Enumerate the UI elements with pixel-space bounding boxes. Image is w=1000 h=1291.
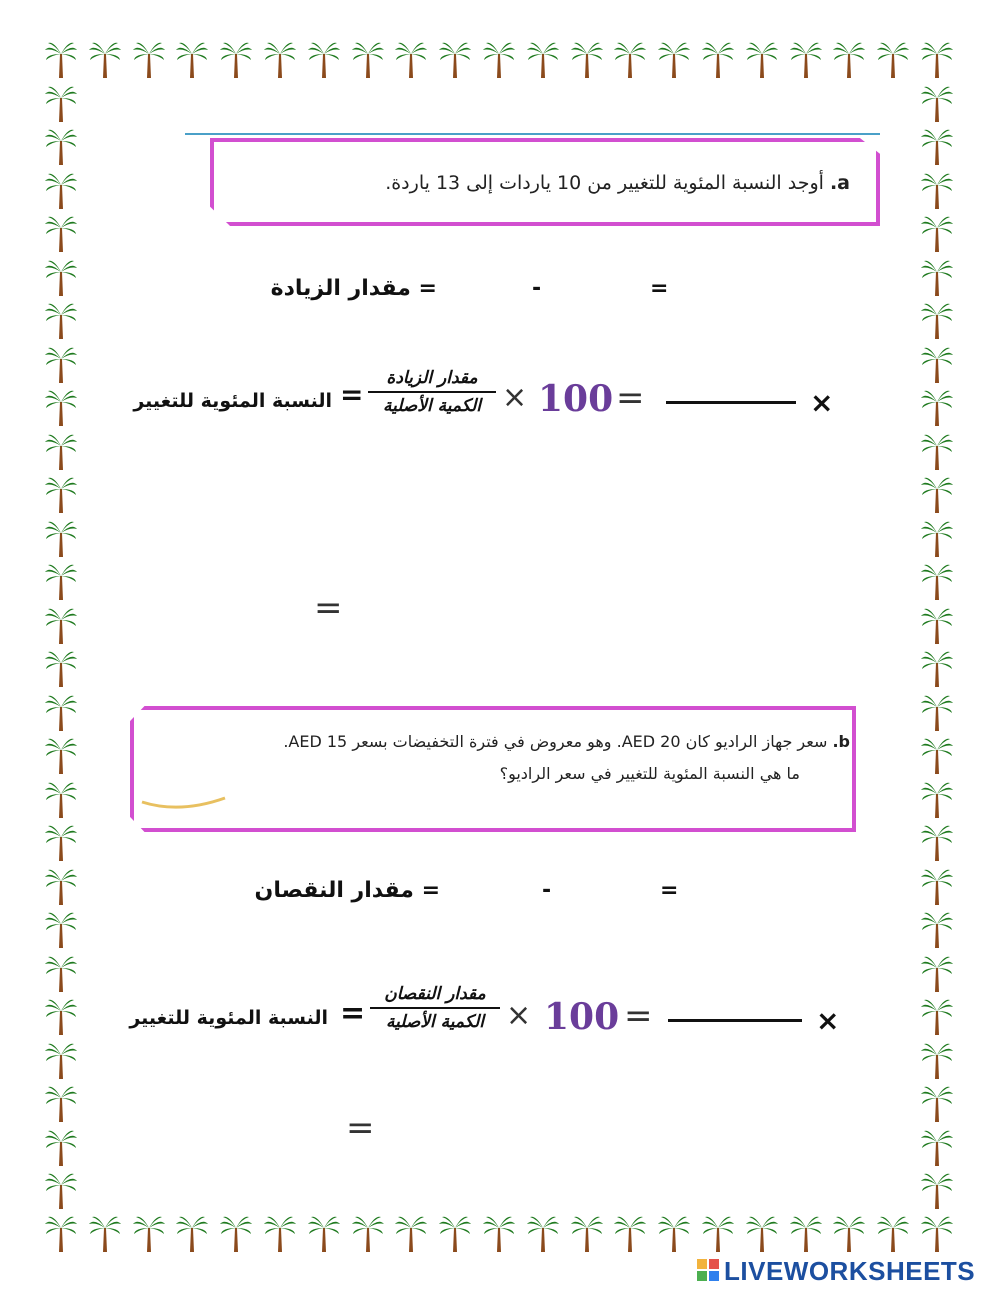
- fraction-b: [370, 984, 500, 1032]
- palm-tree-icon: [920, 649, 954, 689]
- palm-tree-icon: [44, 736, 78, 776]
- percent-change-label-a: النسبة المئوية للتغيير: [133, 390, 332, 412]
- palm-tree-icon: [44, 301, 78, 341]
- fraction-b-denominator: الكمية الأصلية: [385, 1012, 484, 1032]
- palm-tree-icon: [920, 693, 954, 733]
- palm-tree-icon: [44, 1084, 78, 1124]
- question-a-body: أوجد النسبة المئوية للتغيير من 10 ياردات إلى 13 ياردة.: [385, 172, 824, 194]
- palm-tree-icon: [920, 214, 954, 254]
- palm-tree-icon: [876, 1214, 910, 1254]
- fraction-a-denominator: الكمية الأصلية: [382, 396, 481, 416]
- hundred-a: 100: [538, 378, 614, 420]
- palm-tree-icon: [920, 954, 954, 994]
- fraction-b-numerator: مقدار النقصان: [384, 984, 486, 1004]
- liveworksheets-logo-icon: [697, 1259, 719, 1281]
- palm-tree-icon: [307, 40, 341, 80]
- palm-tree-icon: [745, 1214, 779, 1254]
- palm-tree-icon: [832, 1214, 866, 1254]
- palm-tree-icon: [920, 388, 954, 428]
- top-divider-line: [185, 133, 880, 135]
- fraction-a-bar: [368, 391, 496, 393]
- result-equals-a: =: [616, 378, 645, 418]
- question-b-line2: ما هي النسبة المئوية للتغيير في سعر الراديو؟: [499, 764, 800, 783]
- palm-tree-icon: [44, 127, 78, 167]
- palm-tree-icon: [44, 519, 78, 559]
- increase-equals-sign: =: [650, 276, 669, 301]
- final-equals-a: =: [314, 588, 343, 628]
- palm-tree-icon: [44, 562, 78, 602]
- palm-tree-icon: [351, 1214, 385, 1254]
- question-a-label: a.: [829, 172, 850, 194]
- palm-tree-icon: [44, 475, 78, 515]
- palm-tree-icon: [132, 40, 166, 80]
- palm-tree-icon: [44, 606, 78, 646]
- palm-tree-icon: [438, 1214, 472, 1254]
- palm-tree-icon: [44, 1214, 78, 1254]
- question-b-line1: [283, 732, 850, 751]
- decrease-minus-sign: -: [542, 878, 552, 903]
- times-sign-a: ×: [502, 380, 528, 415]
- answer-blank-a[interactable]: [666, 401, 796, 404]
- palm-tree-icon: [44, 40, 78, 80]
- x-mark-a: ×: [810, 386, 834, 419]
- palm-tree-icon: [132, 1214, 166, 1254]
- decorative-swoosh: [140, 794, 230, 814]
- palm-tree-icon: [920, 84, 954, 124]
- question-b-line1-text: سعر جهاز الراديو كان AED 20. وهو معروض في فترة التخفيضات بسعر AED 15.: [283, 732, 828, 751]
- question-b-label: b.: [832, 732, 850, 751]
- decrease-amount-label: = مقدار النقصان: [254, 878, 440, 903]
- palm-tree-icon: [920, 1128, 954, 1168]
- palm-tree-icon: [570, 40, 604, 80]
- palm-tree-icon: [657, 1214, 691, 1254]
- palm-tree-icon: [482, 40, 516, 80]
- palm-tree-icon: [613, 1214, 647, 1254]
- palm-tree-icon: [701, 40, 735, 80]
- palm-tree-icon: [920, 258, 954, 298]
- palm-tree-icon: [219, 1214, 253, 1254]
- x-mark-b: ×: [816, 1004, 840, 1037]
- increase-amount-label: = مقدار الزيادة: [270, 276, 437, 301]
- palm-tree-icon: [920, 736, 954, 776]
- palm-tree-icon: [920, 40, 954, 80]
- palm-tree-icon: [920, 910, 954, 950]
- palm-tree-icon: [920, 1171, 954, 1211]
- decrease-equals-sign: =: [660, 878, 679, 903]
- palm-tree-icon: [920, 127, 954, 167]
- palm-tree-icon: [44, 214, 78, 254]
- times-sign-b: ×: [506, 998, 532, 1033]
- palm-tree-icon: [920, 432, 954, 472]
- palm-tree-icon: [920, 562, 954, 602]
- palm-tree-icon: [44, 780, 78, 820]
- palm-tree-icon: [44, 388, 78, 428]
- palm-tree-icon: [44, 823, 78, 863]
- palm-tree-icon: [832, 40, 866, 80]
- palm-tree-icon: [307, 1214, 341, 1254]
- palm-tree-icon: [44, 867, 78, 907]
- percent-change-label-b: النسبة المئوية للتغيير: [129, 1007, 328, 1029]
- palm-tree-icon: [920, 867, 954, 907]
- hundred-b: 100: [544, 996, 620, 1038]
- palm-tree-icon: [745, 40, 779, 80]
- palm-tree-icon: [175, 40, 209, 80]
- palm-tree-icon: [44, 1171, 78, 1211]
- answer-blank-b[interactable]: [668, 1019, 802, 1022]
- palm-tree-icon: [263, 1214, 297, 1254]
- palm-tree-icon: [526, 1214, 560, 1254]
- palm-tree-icon: [876, 40, 910, 80]
- result-equals-b: =: [624, 996, 653, 1036]
- palm-tree-icon: [44, 1041, 78, 1081]
- liveworksheets-brand[interactable]: LIVEWORKSHEETS: [724, 1256, 976, 1286]
- palm-tree-icon: [219, 40, 253, 80]
- palm-tree-icon: [44, 345, 78, 385]
- palm-tree-icon: [44, 649, 78, 689]
- palm-tree-icon: [920, 823, 954, 863]
- fraction-a: [368, 368, 496, 416]
- palm-tree-icon: [44, 258, 78, 298]
- palm-tree-icon: [44, 432, 78, 472]
- question-a-text: [385, 172, 850, 194]
- palm-tree-icon: [920, 1084, 954, 1124]
- final-equals-b: =: [346, 1108, 375, 1148]
- formula-equals-b: =: [340, 996, 366, 1031]
- fraction-b-bar: [370, 1007, 500, 1009]
- palm-tree-icon: [88, 1214, 122, 1254]
- palm-tree-icon: [789, 40, 823, 80]
- palm-tree-icon: [394, 40, 428, 80]
- palm-tree-icon: [44, 171, 78, 211]
- palm-tree-icon: [613, 40, 647, 80]
- palm-tree-icon: [263, 40, 297, 80]
- palm-tree-icon: [920, 301, 954, 341]
- palm-tree-icon: [701, 1214, 735, 1254]
- palm-tree-icon: [920, 171, 954, 211]
- palm-tree-icon: [44, 910, 78, 950]
- palm-tree-icon: [920, 780, 954, 820]
- palm-tree-icon: [570, 1214, 604, 1254]
- palm-tree-icon: [920, 997, 954, 1037]
- palm-tree-icon: [789, 1214, 823, 1254]
- palm-tree-icon: [351, 40, 385, 80]
- palm-tree-icon: [920, 345, 954, 385]
- palm-tree-icon: [657, 40, 691, 80]
- palm-tree-icon: [526, 40, 560, 80]
- palm-tree-icon: [44, 84, 78, 124]
- palm-tree-icon: [920, 1214, 954, 1254]
- palm-tree-icon: [44, 693, 78, 733]
- fraction-a-numerator: مقدار الزيادة: [386, 368, 478, 388]
- increase-minus-sign: -: [532, 276, 542, 301]
- palm-tree-icon: [920, 606, 954, 646]
- palm-tree-icon: [920, 475, 954, 515]
- formula-equals-a: =: [340, 378, 364, 411]
- palm-tree-icon: [920, 519, 954, 559]
- palm-tree-icon: [44, 1128, 78, 1168]
- palm-tree-icon: [44, 954, 78, 994]
- palm-tree-icon: [438, 40, 472, 80]
- palm-tree-icon: [394, 1214, 428, 1254]
- palm-tree-icon: [482, 1214, 516, 1254]
- palm-tree-icon: [920, 1041, 954, 1081]
- palm-tree-icon: [88, 40, 122, 80]
- palm-tree-icon: [175, 1214, 209, 1254]
- palm-tree-icon: [44, 997, 78, 1037]
